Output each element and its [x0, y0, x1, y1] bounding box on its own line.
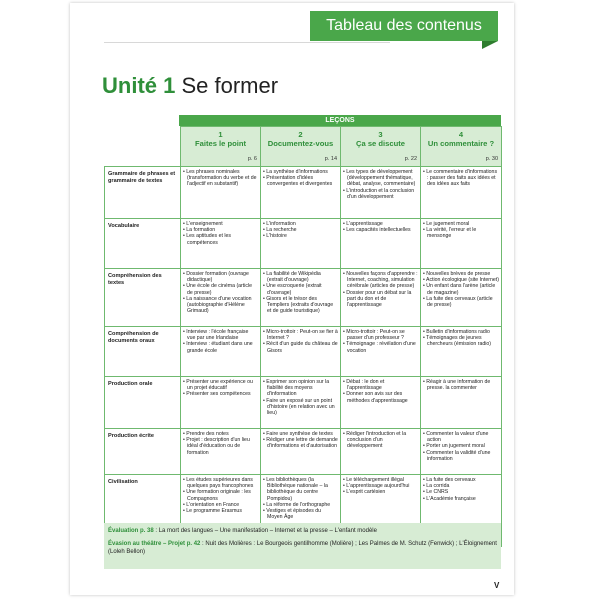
list-item: • Action écologique (site Internet)	[423, 277, 499, 283]
list-item: • Le jugement moral	[423, 221, 499, 227]
table-cell	[261, 429, 341, 475]
list-item: • Récit d'un guide du château de Gisors	[263, 341, 338, 353]
unit-name: Se former	[181, 73, 279, 98]
table-cell	[261, 327, 341, 377]
table-cell	[341, 219, 421, 269]
list-item: • La corrida	[423, 483, 499, 489]
list-item: • La réforme de l'orthographe	[263, 502, 338, 508]
cell-list	[183, 271, 258, 314]
evaluation-text: : La mort des langues – Une manifestation – Internet et la presse – L'enfant modèle	[153, 528, 377, 534]
list-item: • La fuite des cerveaux (article de presse)	[423, 296, 499, 308]
cell-list	[263, 221, 338, 240]
list-item: • Témoignage : révélation d'une vocation	[343, 341, 418, 353]
list-item: • L'orientation en France	[183, 502, 258, 508]
list-item: • Un enfant dans l'arène (article de magazine)	[423, 283, 499, 295]
cell-list	[423, 221, 499, 240]
page-number: V	[494, 581, 500, 590]
list-item: • La formation	[183, 227, 258, 233]
row-label: Compréhension de documents oraux	[105, 327, 181, 377]
list-item: • L'introduction et la conclusion d'un développement	[343, 188, 418, 200]
list-item: • Les études supérieures dans quelques pays francophones	[183, 477, 258, 489]
table-cell	[421, 377, 502, 429]
cell-list	[343, 221, 418, 233]
table-cell	[261, 377, 341, 429]
book-page	[70, 3, 514, 595]
list-item: • Dossier pour un débat sur la part du don et de l'apprentissage	[343, 290, 418, 309]
list-item: • Micro-trottoir : Peut-on se fier à Internet ?	[263, 329, 338, 341]
cell-list	[423, 169, 499, 188]
cell-list	[183, 431, 258, 456]
list-item: • Présentation d'idées convergentes et divergentes	[263, 175, 338, 187]
table-cell	[181, 429, 261, 475]
table-cell	[341, 327, 421, 377]
list-item: • La naissance d'une vocation (autobiographie d'Hélène Grimaud)	[183, 296, 258, 315]
cell-list	[183, 169, 258, 188]
cell-list	[343, 431, 418, 450]
table-cell	[421, 219, 502, 269]
table-row	[105, 327, 502, 377]
lesson-name: Un commentaire ?	[427, 139, 495, 148]
list-item: • Une école de cinéma (article de presse)	[183, 283, 258, 295]
cell-list	[343, 477, 418, 496]
list-item: • Une formation originale : les Compagnons	[183, 489, 258, 501]
cell-list	[183, 221, 258, 246]
list-item: • Bulletin d'informations radio	[423, 329, 499, 335]
lesson-name: Ça se discute	[356, 139, 405, 148]
column-header	[421, 127, 502, 167]
cell-list	[423, 431, 499, 462]
list-item: • Prendre des notes	[183, 431, 258, 437]
column-header	[341, 127, 421, 167]
table-cell	[341, 269, 421, 327]
list-item: • Le commentaire d'informations : passer des faits aux idées et des idées aux faits	[423, 169, 499, 188]
cell-list	[183, 329, 258, 354]
list-item: • La synthèse d'informations	[263, 169, 338, 175]
cell-list	[343, 169, 418, 200]
table-row	[105, 377, 502, 429]
list-item: • Le téléchargement illégal	[343, 477, 418, 483]
lesson-page: p. 22	[404, 156, 417, 162]
list-item: • Commenter la valeur d'une action	[423, 431, 499, 443]
list-item: • Le CNRS	[423, 489, 499, 495]
list-item: • La fuite des cerveaux	[423, 477, 499, 483]
cell-list	[263, 329, 338, 354]
list-item: • L'apprentissage	[343, 221, 418, 227]
section-tab-fold	[482, 41, 498, 49]
list-item: • Commenter la validité d'une information	[423, 450, 499, 462]
cell-list	[423, 329, 499, 348]
cell-list	[263, 431, 338, 450]
list-item: • Projet : description d'un lieu idéal d'éducation ou de formation	[183, 437, 258, 456]
table-row	[105, 219, 502, 269]
table-row	[105, 167, 502, 219]
evaluation-line	[108, 527, 497, 535]
list-item: • Rédiger une lettre de demande d'informations et d'autorisation	[263, 437, 338, 449]
list-item: • Donner son avis sur des méthodes d'apprentissage	[343, 391, 418, 403]
list-item: • La fiabilité de Wikipédia (extrait d'ouvrage)	[263, 271, 338, 283]
column-header	[181, 127, 261, 167]
lesson-name: Faites le point	[194, 139, 247, 148]
lesson-number: 3	[378, 130, 383, 139]
lesson-number: 4	[458, 130, 464, 139]
list-item: • L'Académie française	[423, 496, 499, 502]
list-item: • Vestiges et épisodes du Moyen Âge	[263, 508, 338, 520]
lesson-page: p. 14	[324, 156, 337, 162]
table-cell	[421, 167, 502, 219]
table-cell	[181, 167, 261, 219]
list-item: • Les aptitudes et les compétences	[183, 233, 258, 245]
table-cell	[261, 167, 341, 219]
list-item: • Les capacités intellectuelles	[343, 227, 418, 233]
list-item: • Présenter une expérience ou un projet éducatif	[183, 379, 258, 391]
list-item: • Rédiger l'introduction et la conclusion d'un développement	[343, 431, 418, 450]
list-item: • Les phrases nominales (transformation du verbe et de l'adjectif en substantif)	[183, 169, 258, 188]
list-item: • Faire un exposé sur un point d'histoire (en relation avec un lieu)	[263, 398, 338, 417]
table-cell	[181, 377, 261, 429]
row-label: Vocabulaire	[105, 219, 181, 269]
list-item: • Réagir à une information de presse. la commenter	[423, 379, 499, 391]
table-cell	[421, 269, 502, 327]
row-label: Grammaire de phrases et grammaire de textes	[105, 167, 181, 219]
list-item: • Gisors et le trésor des Templiers (extraits d'ouvrage et de guide touristique)	[263, 296, 338, 315]
list-item: • Exprimer son opinion sur la fiabilité des moyens d'information	[263, 379, 338, 398]
list-item: • Interview : étudiant dans une grande école	[183, 341, 258, 353]
row-label: Civilisation	[105, 475, 181, 547]
list-item: • Dossier formation (ouvrage didactique)	[183, 271, 258, 283]
list-item: • La recherche	[263, 227, 338, 233]
page-title	[102, 73, 278, 99]
list-item: • Porter un jugement moral	[423, 443, 499, 449]
cell-list	[263, 271, 338, 314]
section-tab: Tableau des contenus	[310, 11, 498, 41]
list-item: • L'esprit cartésien	[343, 489, 418, 495]
table-cell	[341, 377, 421, 429]
list-item: • L'histoire	[263, 233, 338, 239]
unit-number: Unité 1	[102, 73, 176, 98]
list-item: • L'apprentissage aujourd'hui	[343, 483, 418, 489]
cell-list	[183, 379, 258, 398]
table-row	[105, 269, 502, 327]
list-item: • L'enseignement	[183, 221, 258, 227]
row-label: Production orale	[105, 377, 181, 429]
lessons-group-header: LEÇONS	[179, 115, 501, 126]
cell-list	[263, 169, 338, 188]
table-cell	[181, 327, 261, 377]
list-item: • Micro-trottoir : Peut-on se passer d'un professeur ?	[343, 329, 418, 341]
list-item: • Interview : l'école française vue par une Irlandaise	[183, 329, 258, 341]
table-cell	[341, 429, 421, 475]
cell-list	[423, 379, 499, 391]
cell-list	[343, 271, 418, 308]
cell-list	[263, 379, 338, 416]
list-item: • Nouvelles façons d'apprendre : Internet, coaching, simulation cérébrale (articles de presse)	[343, 271, 418, 290]
evaluation-label: Évaluation p. 38	[108, 528, 154, 534]
table-cell	[261, 269, 341, 327]
list-item: • Faire une synthèse de textes	[263, 431, 338, 437]
table-cell	[181, 269, 261, 327]
cell-list	[343, 329, 418, 354]
contents-table	[104, 126, 502, 547]
lesson-number: 1	[218, 130, 223, 139]
table-cell	[261, 219, 341, 269]
cell-list	[423, 271, 499, 308]
list-item: • Les bibliothèques (la Bibliothèque nationale – la bibliothèque du centre Pompidou)	[263, 477, 338, 502]
list-item: • Débat : le don et l'apprentissage	[343, 379, 418, 391]
table-cell	[421, 429, 502, 475]
footer-box	[104, 523, 501, 569]
row-label: Compréhension des textes	[105, 269, 181, 327]
cell-list	[183, 477, 258, 514]
column-header	[261, 127, 341, 167]
lesson-name: Documentez-vous	[267, 139, 334, 148]
table-row	[105, 429, 502, 475]
lesson-page: p. 6	[247, 156, 257, 162]
list-item: • Une escroquerie (extrait d'ouvrage)	[263, 283, 338, 295]
list-item: • Présenter ses compétences	[183, 391, 258, 397]
evasion-text: : Nuit des Molières : Le Bourgeois gentilhomme (Molière) ; Les Palmes de M. Schutz (Fenwick) ; L'Éloignement (Loleh Bellon)	[108, 541, 497, 555]
evasion-label: Évasion au théâtre – Projet p. 42	[108, 541, 201, 547]
list-item: • La vérité, l'erreur et le mensonge	[423, 227, 499, 239]
list-item: • Le programme Erasmus	[183, 508, 258, 514]
list-item: • Nouvelles brèves de presse	[423, 271, 499, 277]
table-cell	[181, 219, 261, 269]
table-cell	[421, 327, 502, 377]
table-cell	[341, 167, 421, 219]
header-rule	[104, 42, 390, 43]
lesson-page: p. 30	[485, 156, 498, 162]
column-header-row	[105, 127, 502, 167]
list-item: • Les types de développement (développement thématique, débat, analyse, commentaire)	[343, 169, 418, 188]
list-item: • L'information	[263, 221, 338, 227]
cell-list	[423, 477, 499, 502]
cell-list	[343, 379, 418, 404]
evasion-line	[108, 540, 497, 556]
lesson-number: 2	[298, 130, 303, 139]
corner-cell	[105, 127, 181, 167]
cell-list	[263, 477, 338, 520]
list-item: • Témoignages de jeunes chercheurs (émission radio)	[423, 335, 499, 347]
row-label: Production écrite	[105, 429, 181, 475]
